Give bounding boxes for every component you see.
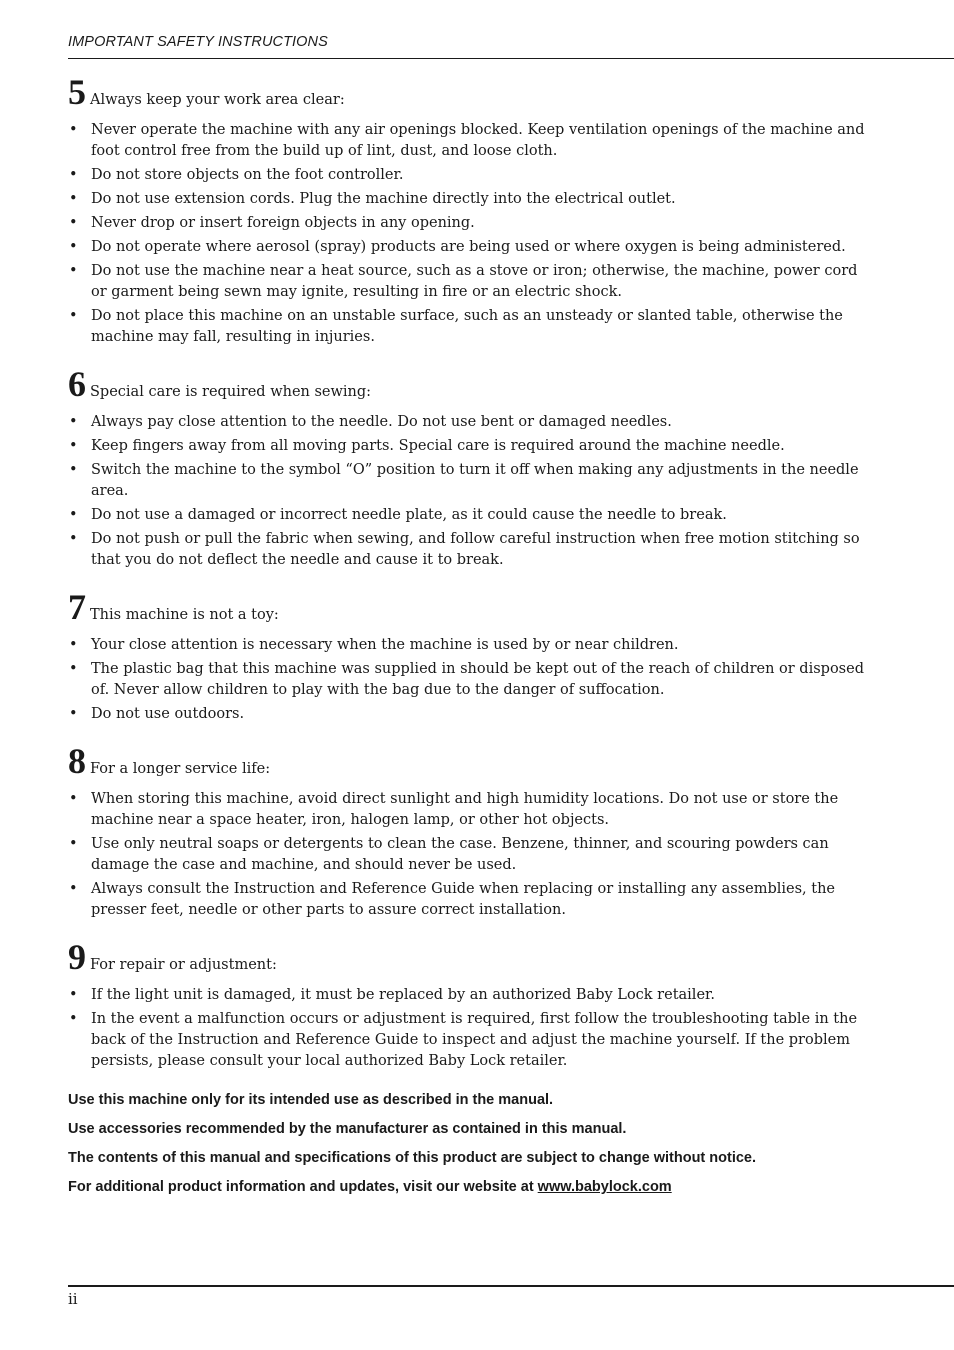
- page-number: ii: [68, 1290, 78, 1308]
- list-item: • The plastic bag that this machine was supplied in should be kept out of the reach of children or disposed of. Never allow children to play with the bag due to the danger of suffocation.: [68, 659, 868, 701]
- section-number: 9: [68, 937, 86, 977]
- section-heading: [68, 366, 868, 402]
- bullet-list: [68, 120, 868, 348]
- section-8: [68, 743, 868, 921]
- list-item: • Keep fingers away from all moving parts. Special care is required around the machine needle.: [68, 436, 868, 457]
- list-item: • Do not push or pull the fabric when sewing, and follow careful instruction when free motion stitching so that you do not deflect the needle and cause it to break.: [68, 529, 868, 571]
- list-item: • Do not use the machine near a heat source, such as a stove or iron; otherwise, the machine, power cord or garment being sewn may ignite, resulting in fire or an electric shock.: [68, 261, 868, 303]
- footer-divider: [68, 1285, 954, 1287]
- section-title: Special care is required when sewing:: [90, 384, 372, 400]
- section-number: 5: [68, 72, 86, 112]
- list-item: • Your close attention is necessary when the machine is used by or near children.: [68, 635, 868, 656]
- section-number: 6: [68, 364, 86, 404]
- section-title: Always keep your work area clear:: [90, 92, 345, 108]
- note-changes: The contents of this manual and specifications of this product are subject to change without notice.: [68, 1150, 757, 1166]
- list-item: • Do not operate where aerosol (spray) products are being used or where oxygen is being administered.: [68, 237, 868, 258]
- list-item: • Never drop or insert foreign objects in any opening.: [68, 213, 868, 234]
- list-item: • Do not use extension cords. Plug the machine directly into the electrical outlet.: [68, 189, 868, 210]
- page-content: [68, 74, 868, 1206]
- bullet-list: [68, 985, 868, 1072]
- note-intended-use: Use this machine only for its intended use as described in the manual.: [68, 1092, 554, 1108]
- note-website: [68, 1177, 868, 1197]
- website-link[interactable]: www.babylock.com: [537, 1179, 672, 1195]
- list-item: • Never operate the machine with any air openings blocked. Keep ventilation openings of the machine and foot control free from the build up of lint, dust, and loose cloth.: [68, 120, 868, 162]
- note-accessories: Use accessories recommended by the manufacturer as contained in this manual.: [68, 1121, 627, 1137]
- section-number: 8: [68, 741, 86, 781]
- header-divider: [68, 58, 954, 59]
- list-item: • When storing this machine, avoid direct sunlight and high humidity locations. Do not use or store the machine near a space heater, iron, halogen lamp, or other hot objects.: [68, 789, 868, 831]
- bullet-list: [68, 789, 868, 921]
- section-number: 7: [68, 587, 86, 627]
- section-heading: [68, 939, 868, 975]
- list-item: • Switch the machine to the symbol “O” position to turn it off when making any adjustments in the needle area.: [68, 460, 868, 502]
- list-item: • Always consult the Instruction and Reference Guide when replacing or installing any assemblies, the presser feet, needle or other parts to assure correct installation.: [68, 879, 868, 921]
- bullet-list: [68, 412, 868, 571]
- section-7: [68, 589, 868, 725]
- section-6: [68, 366, 868, 571]
- list-item: • Always pay close attention to the needle. Do not use bent or damaged needles.: [68, 412, 868, 433]
- bullet-list: [68, 635, 868, 725]
- section-9: [68, 939, 868, 1072]
- section-heading: [68, 743, 868, 779]
- list-item: • Do not place this machine on an unstable surface, such as an unsteady or slanted table, otherwise the machine may fall, resulting in injuries.: [68, 306, 868, 348]
- closing-notes: [68, 1090, 868, 1197]
- list-item: • Do not store objects on the foot controller.: [68, 165, 868, 186]
- list-item: • In the event a malfunction occurs or adjustment is required, first follow the troubleshooting table in the back of the Instruction and Reference Guide to inspect and adjust the machine yourself. If the problem persists, please consult your local authorized Baby Lock retailer.: [68, 1009, 868, 1072]
- list-item: • If the light unit is damaged, it must be replaced by an authorized Baby Lock retailer.: [68, 985, 868, 1006]
- list-item: • Do not use outdoors.: [68, 704, 868, 725]
- section-5: [68, 74, 868, 348]
- list-item: • Do not use a damaged or incorrect needle plate, as it could cause the needle to break.: [68, 505, 868, 526]
- running-header: IMPORTANT SAFETY INSTRUCTIONS: [68, 34, 328, 50]
- section-heading: [68, 589, 868, 625]
- list-item: • Use only neutral soaps or detergents to clean the case. Benzene, thinner, and scouring powders can damage the case and machine, and should never be used.: [68, 834, 868, 876]
- section-heading: [68, 74, 868, 110]
- note-website-text: For additional product information and updates, visit our website at: [68, 1179, 538, 1195]
- section-title: For repair or adjustment:: [90, 957, 277, 973]
- section-title: For a longer service life:: [90, 761, 271, 777]
- section-title: This machine is not a toy:: [90, 607, 279, 623]
